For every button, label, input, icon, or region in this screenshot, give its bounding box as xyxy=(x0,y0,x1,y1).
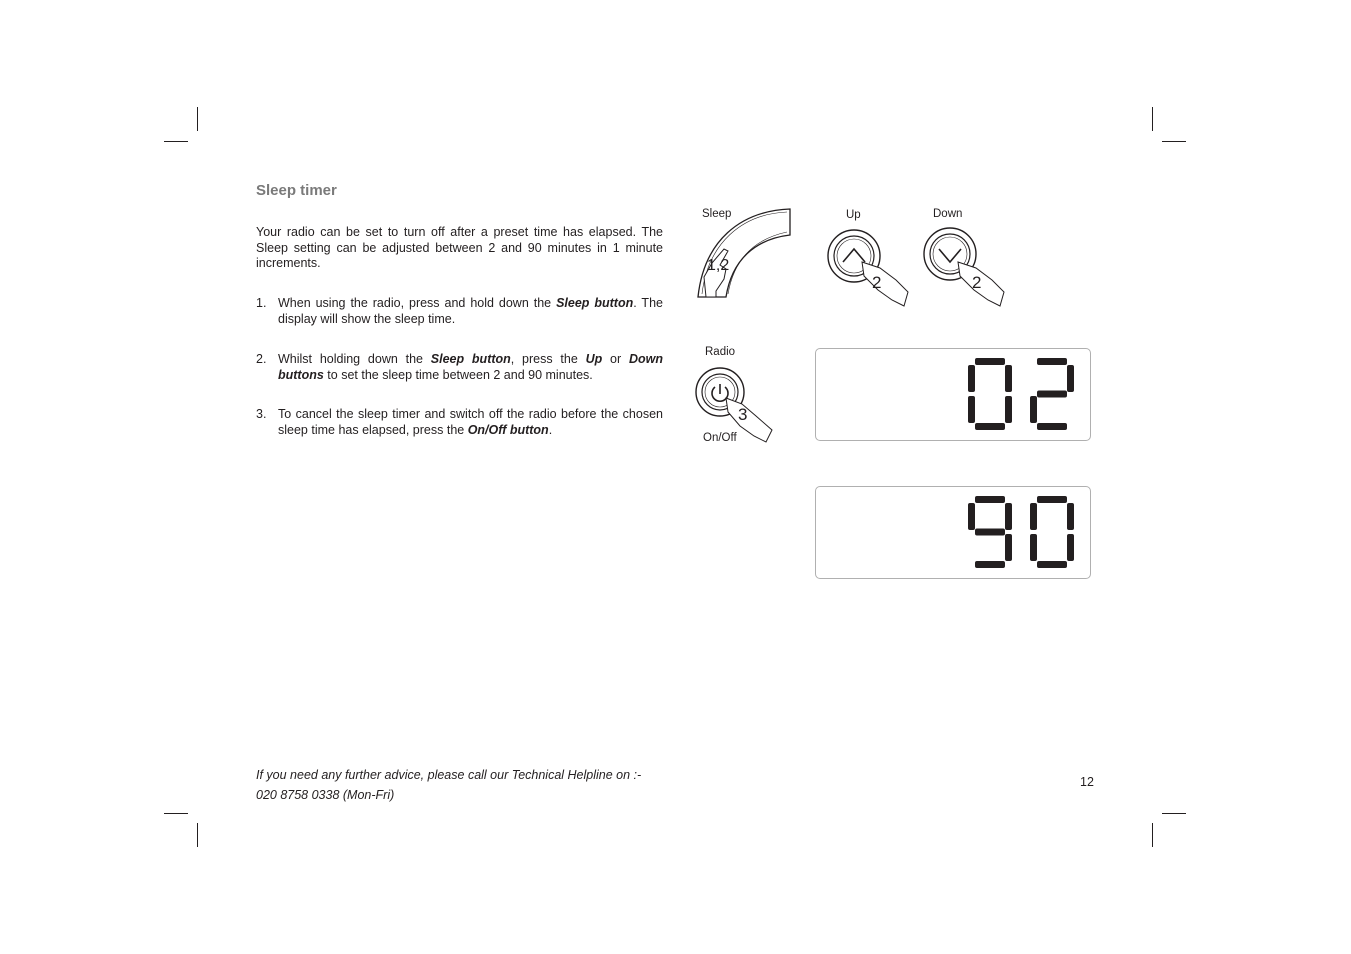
intro-paragraph: Your radio can be set to turn off after a preset time has elapsed. The Sleep setting can be adjusted between 2 and 90 minutes in 1 minute increments. xyxy=(256,225,663,271)
lcd-digits xyxy=(816,487,1090,578)
on-off-label: On/Off xyxy=(703,432,737,444)
lcd-segment xyxy=(975,423,1005,430)
sleep-button-ref: Sleep button xyxy=(556,296,634,310)
lcd-segment xyxy=(968,503,975,530)
step-number: 3. xyxy=(256,407,267,421)
lcd-segment xyxy=(975,529,1005,536)
crop-mark xyxy=(1152,823,1153,847)
helpline-text: If you need any further advice, please call our Technical Helpline on :- xyxy=(256,768,642,782)
crop-mark xyxy=(164,813,188,814)
lcd-segment xyxy=(1037,358,1067,365)
crop-mark xyxy=(164,141,188,142)
section-title: Sleep timer xyxy=(256,182,337,199)
step-marker: 3 xyxy=(738,405,748,424)
step-2: 2. Whilst holding down the Sleep button, press the Up or Down buttons to set the sleep time between 2 and 90 minutes. xyxy=(256,352,663,382)
lcd-segment xyxy=(1037,423,1067,430)
lcd-digits xyxy=(816,349,1090,440)
lcd-display-2 xyxy=(815,486,1091,579)
lcd-segment xyxy=(1005,503,1012,530)
lcd-segment xyxy=(968,365,975,392)
up-button-illustration xyxy=(822,224,922,314)
down-buttons-ref: Down buttons xyxy=(278,352,663,382)
step-marker: 2 xyxy=(972,273,982,292)
lcd-segment xyxy=(1037,391,1067,398)
crop-mark xyxy=(197,823,198,847)
lcd-segment xyxy=(1030,396,1037,423)
lcd-segment xyxy=(1030,503,1037,530)
step-marker: 1,2 xyxy=(707,257,730,274)
lcd-segment xyxy=(975,496,1005,503)
sleep-button-ref: Sleep button xyxy=(430,352,511,366)
step-number: 1. xyxy=(256,296,267,310)
step-number: 2. xyxy=(256,352,267,366)
crop-mark xyxy=(1162,141,1186,142)
up-button-ref: Up xyxy=(585,352,603,366)
lcd-segment xyxy=(1067,365,1074,392)
step-1: 1. When using the radio, press and hold down the Sleep button. The display will show the sleep time. xyxy=(256,296,663,326)
lcd-segment xyxy=(975,358,1005,365)
crop-mark xyxy=(1162,813,1186,814)
lcd-segment xyxy=(1067,534,1074,561)
lcd-segment xyxy=(1037,561,1067,568)
step-marker: 2 xyxy=(872,273,882,292)
lcd-segment xyxy=(1030,534,1037,561)
radio-label: Radio xyxy=(705,346,736,358)
lcd-segment xyxy=(975,561,1005,568)
down-button-illustration xyxy=(918,222,1018,312)
lcd-segment xyxy=(1005,396,1012,423)
crop-mark xyxy=(197,107,198,131)
down-label: Down xyxy=(933,208,963,220)
lcd-segment xyxy=(1005,365,1012,392)
helpline-number: 020 8758 0338 (Mon-Fri) xyxy=(256,788,395,802)
up-label: Up xyxy=(846,209,861,221)
lcd-segment xyxy=(1037,496,1067,503)
lcd-segment xyxy=(1005,534,1012,561)
page-number: 12 xyxy=(1080,775,1094,789)
lcd-segment xyxy=(968,396,975,423)
crop-mark xyxy=(1152,107,1153,131)
lcd-display-1 xyxy=(815,348,1091,441)
lcd-segment xyxy=(1067,503,1074,530)
sleep-button-illustration xyxy=(690,205,800,305)
on-off-button-ref: On/Off button xyxy=(467,422,549,437)
sleep-label: Sleep xyxy=(702,208,732,220)
step-3: 3. To cancel the sleep timer and switch off the radio before the chosen sleep time has elapsed, press the On/Off button. xyxy=(256,407,663,437)
